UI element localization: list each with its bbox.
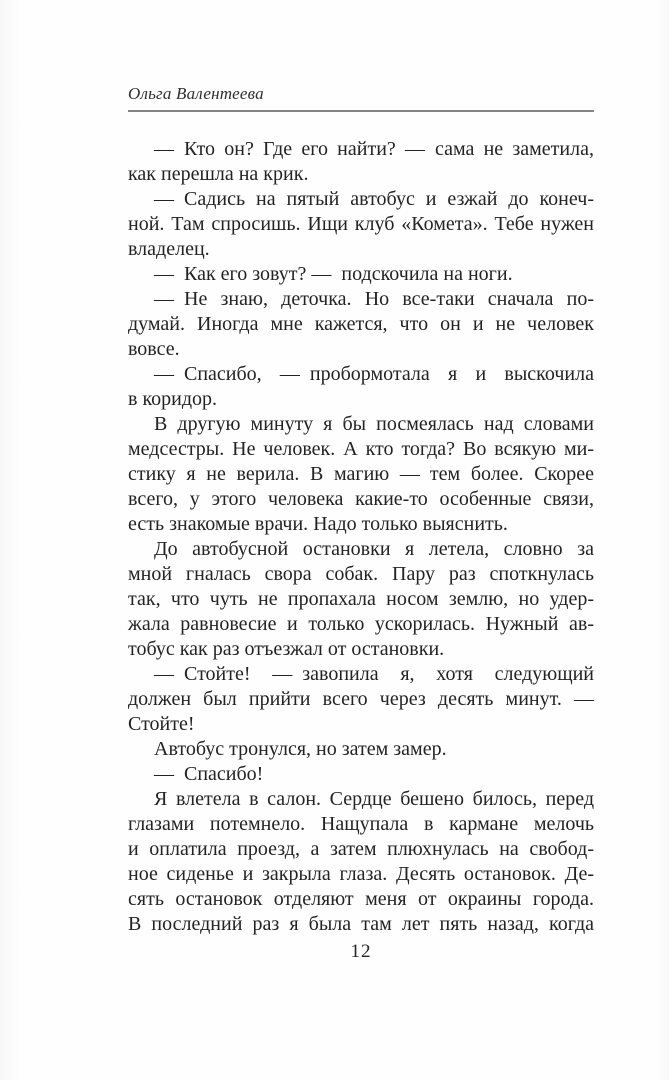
text-line: Я влетела в салон. Сердце бешено билось, перед	[154, 788, 594, 810]
text-line: должен был прийти всего через десять минут. —	[128, 688, 594, 710]
text-line: — Стойте! — завопила я, хотя следующий	[154, 663, 594, 685]
text-line: ной. Там спросишь. Ищи клуб «Комета». Тебе нужен	[128, 213, 594, 235]
text-line: Стойте!	[128, 713, 195, 735]
text-line: — Не знаю, деточка. Но все-таки сначала по-	[154, 288, 594, 310]
text-line: владелец.	[128, 238, 210, 260]
header-rule	[128, 110, 594, 112]
paragraph	[128, 362, 594, 412]
text-line: жала равновесие и только ускорилась. Нужный ав-	[128, 613, 594, 635]
text-line: — Садись на пятый автобус и езжай до конеч-	[154, 188, 594, 210]
text-line: сять остановок отделяют меня от окраины города.	[128, 888, 594, 910]
paragraph	[128, 262, 594, 287]
paragraph	[128, 187, 594, 262]
paragraph	[128, 137, 594, 187]
text-line: стику я не верила. В магию — тем более. Скорее	[128, 463, 594, 485]
paragraph	[128, 762, 594, 787]
text-line: В последний раз я была там лет пять назад, когда	[128, 913, 594, 935]
paragraph	[128, 287, 594, 362]
text-line: До автобусной остановки я летела, словно за	[154, 538, 594, 560]
paragraph	[128, 787, 594, 937]
text-line: глазами потемнело. Нащупала в кармане мелочь	[128, 813, 594, 835]
text-line: — Спасибо, — пробормотала я и выскочила	[154, 363, 594, 385]
paragraph	[128, 662, 594, 737]
text-line: — Как его зовут? — подскочила на ноги.	[154, 263, 513, 285]
text-line: вовсе.	[128, 338, 180, 360]
text-line: ное сиденье и закрыла глаза. Десять остановок. Де-	[128, 863, 594, 885]
running-header	[128, 84, 594, 112]
running-header-author: Ольга Валентеева	[128, 84, 264, 103]
text-line: мной гналась свора собак. Пару раз споткнулась	[128, 563, 594, 585]
paragraph	[128, 537, 594, 662]
text-line: — Спасибо!	[154, 763, 264, 785]
text-line: как перешла на крик.	[128, 163, 309, 185]
text-line: медсестры. Не человек. А кто тогда? Во всякую ми-	[128, 438, 594, 460]
text-line: Автобус тронулся, но затем замер.	[154, 738, 447, 760]
paragraph	[128, 737, 594, 762]
page-content	[128, 0, 594, 1080]
text-line: есть знакомые врачи. Надо только выяснить.	[128, 513, 508, 535]
text-line: думай. Иногда мне кажется, что он и не человек	[128, 313, 594, 335]
text-line: в коридор.	[128, 388, 218, 410]
text-line: тобус как раз отъезжал от остановки.	[128, 638, 445, 660]
text-line: и оплатила проезд, а затем плюхнулась на свобод-	[128, 838, 594, 860]
text-line: В другую минуту я бы посмеялась над словами	[154, 413, 594, 435]
text-line: — Кто он? Где его найти? — сама не заметила,	[154, 138, 594, 160]
page-number: 12	[350, 941, 372, 962]
page-body	[128, 137, 594, 937]
text-line: всего, у этого человека какие-то особенные связи,	[128, 488, 594, 510]
page-footer	[128, 941, 594, 963]
text-line: так, что чуть не пропахала носом землю, но удер-	[128, 588, 594, 610]
paragraph	[128, 412, 594, 537]
